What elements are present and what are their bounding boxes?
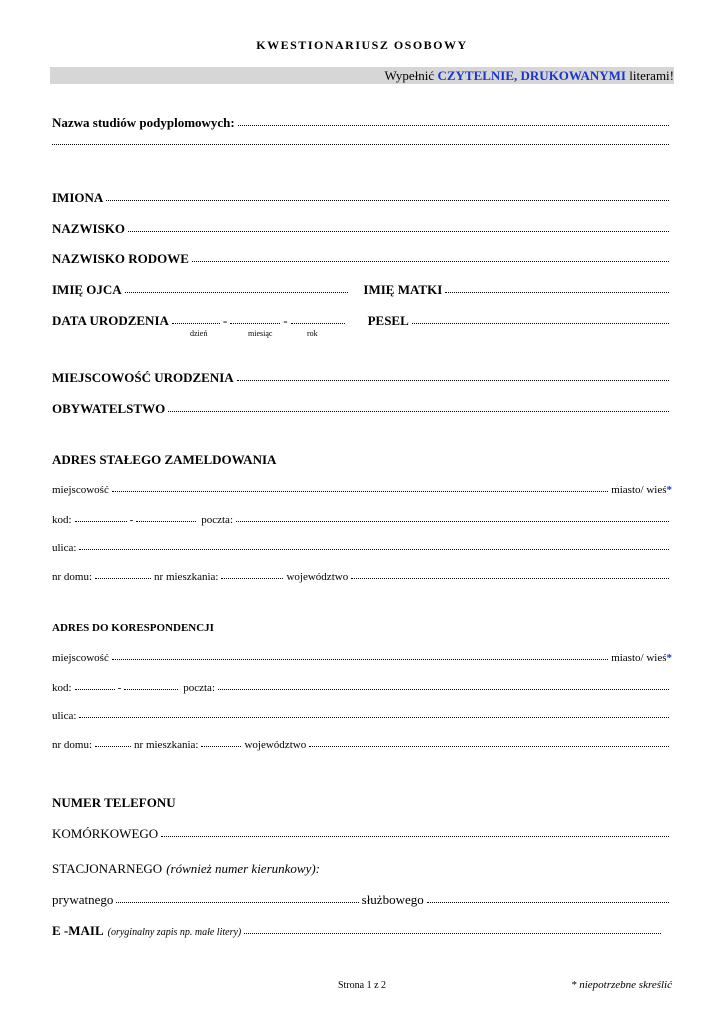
landline-row xyxy=(52,861,672,877)
perm-ulica-field[interactable] xyxy=(79,549,669,550)
nazwisko-row xyxy=(52,221,672,237)
perm-asterisk: * xyxy=(666,484,672,496)
birthdate-row xyxy=(52,313,672,329)
corr-number-row xyxy=(52,739,672,751)
perm-miejscowosc-field[interactable] xyxy=(112,491,608,492)
corr-kod-field-1[interactable] xyxy=(75,689,115,690)
komorkowego-label: KOMÓRKOWEGO xyxy=(52,826,159,841)
corr-poczta-field[interactable] xyxy=(218,689,669,690)
corr-kod-field-2[interactable] xyxy=(124,689,178,690)
perm-nr-mieszkania-label: nr mieszkania: xyxy=(154,571,219,583)
corr-city-row xyxy=(52,652,672,664)
perm-miasto-wies-option[interactable]: miasto/ wieś xyxy=(611,484,667,496)
obywatelstwo-field[interactable] xyxy=(168,411,669,412)
corr-nr-domu-field[interactable] xyxy=(95,746,131,747)
stacjonarnego-label: STACJONARNEGO xyxy=(52,861,163,876)
corr-asterisk: * xyxy=(666,652,672,664)
miejscowosc-urodzenia-label: MIEJSCOWOŚĆ URODZENIA xyxy=(52,370,234,385)
perm-kod-label: kod: xyxy=(52,514,72,526)
perm-kod-field-2[interactable] xyxy=(136,521,196,522)
corr-poczta-label: poczta: xyxy=(183,682,215,694)
sluzbowego-label: służbowego xyxy=(361,892,424,907)
instruction-emphasis: CZYTELNIE, DRUKOWANYMI xyxy=(437,68,626,83)
pesel-field[interactable] xyxy=(412,323,669,324)
data-urodzenia-label: DATA URODZENIA xyxy=(52,313,169,328)
nazwisko-rodowe-field[interactable] xyxy=(192,261,669,262)
email-field[interactable] xyxy=(244,933,661,934)
komorkowego-field[interactable] xyxy=(161,836,669,837)
date-separator: - xyxy=(283,313,288,328)
prywatnego-label: prywatnego xyxy=(52,892,114,907)
perm-miejscowosc-label: miejscowość xyxy=(52,484,109,496)
phone-numbers-row xyxy=(52,892,672,908)
stacjonarnego-note: (również numer kierunkowy): xyxy=(166,861,321,876)
perm-nr-mieszkania-field[interactable] xyxy=(221,578,283,579)
phone-heading: NUMER TELEFONU xyxy=(52,795,176,810)
perm-kod-field-1[interactable] xyxy=(75,521,127,522)
instruction-text: Wypełnić xyxy=(384,68,438,83)
studies-field-2[interactable] xyxy=(52,144,669,145)
email-note: (oryginalny zapis np. małe litery) xyxy=(107,927,242,938)
imie-matki-field[interactable] xyxy=(445,292,669,293)
perm-kod-separator: - xyxy=(129,514,134,526)
obywatelstwo-label: OBYWATELSTWO xyxy=(52,401,166,416)
perm-number-row xyxy=(52,571,672,583)
parents-row xyxy=(52,282,672,298)
corr-street-row xyxy=(52,710,672,722)
nazwisko-label: NAZWISKO xyxy=(52,221,125,236)
prywatnego-field[interactable] xyxy=(116,902,358,903)
sluzbowego-field[interactable] xyxy=(427,902,669,903)
corr-nr-mieszkania-label: nr mieszkania: xyxy=(134,739,199,751)
corr-kod-label: kod: xyxy=(52,682,72,694)
year-field[interactable] xyxy=(291,323,345,324)
footnote: * niepotrzebne skreślić xyxy=(570,979,672,991)
perm-ulica-label: ulica: xyxy=(52,542,77,554)
nazwisko-rodowe-row xyxy=(52,251,672,267)
mobile-row xyxy=(52,826,672,842)
imie-ojca-field[interactable] xyxy=(125,292,349,293)
month-field[interactable] xyxy=(230,323,280,324)
studies-row xyxy=(52,115,672,131)
month-caption: miesiąc xyxy=(248,329,273,338)
corr-code-row xyxy=(52,682,672,694)
imie-ojca-label: IMIĘ OJCA xyxy=(52,282,122,297)
nazwisko-field[interactable] xyxy=(128,231,669,232)
corr-ulica-field[interactable] xyxy=(79,717,669,718)
instruction-tail: literami! xyxy=(625,68,674,83)
perm-wojewodztwo-label: województwo xyxy=(286,571,349,583)
corr-miejscowosc-label: miejscowość xyxy=(52,652,109,664)
corr-nr-domu-label: nr domu: xyxy=(52,739,93,751)
email-label: E -MAIL xyxy=(52,923,104,938)
perm-street-row xyxy=(52,542,672,554)
miejscowosc-urodzenia-field[interactable] xyxy=(237,380,669,381)
corr-ulica-label: ulica: xyxy=(52,710,77,722)
imiona-field[interactable] xyxy=(106,200,669,201)
perm-nr-domu-label: nr domu: xyxy=(52,571,93,583)
corr-kod-separator: - xyxy=(117,682,122,694)
studies-row-2 xyxy=(52,145,672,146)
page-number: Strona 1 z 2 xyxy=(337,980,387,991)
corr-wojewodztwo-label: województwo xyxy=(244,739,307,751)
date-separator: - xyxy=(222,313,228,328)
imiona-label: IMIONA xyxy=(52,190,104,205)
email-row xyxy=(52,923,664,939)
studies-label: Nazwa studiów podyplomowych: xyxy=(52,115,235,130)
correspondence-address-heading: ADRES DO KORESPONDENCJI xyxy=(52,622,214,634)
corr-miasto-wies-option[interactable]: miasto/ wieś xyxy=(611,652,667,664)
imiona-row xyxy=(52,190,672,206)
perm-city-row xyxy=(52,484,672,496)
citizenship-row xyxy=(52,401,672,417)
birthplace-row xyxy=(52,370,672,386)
pesel-label: PESEL xyxy=(367,313,409,328)
perm-code-row xyxy=(52,514,672,526)
perm-wojewodztwo-field[interactable] xyxy=(351,578,669,579)
year-caption: rok xyxy=(307,329,318,338)
studies-field[interactable] xyxy=(238,125,669,126)
nazwisko-rodowe-label: NAZWISKO RODOWE xyxy=(52,251,189,266)
day-caption: dzień xyxy=(190,329,208,338)
corr-nr-mieszkania-field[interactable] xyxy=(201,746,241,747)
instruction-bar xyxy=(50,67,674,84)
perm-poczta-label: poczta: xyxy=(201,514,233,526)
imie-matki-label: IMIĘ MATKI xyxy=(363,282,443,297)
corr-miejscowosc-field[interactable] xyxy=(112,659,608,660)
perm-poczta-field[interactable] xyxy=(236,521,669,522)
permanent-address-heading: ADRES STAŁEGO ZAMELDOWANIA xyxy=(52,452,277,467)
page-title: KWESTIONARIUSZ OSOBOWY xyxy=(256,38,468,52)
day-field[interactable] xyxy=(172,323,220,324)
corr-wojewodztwo-field[interactable] xyxy=(309,746,669,747)
perm-nr-domu-field[interactable] xyxy=(95,578,151,579)
